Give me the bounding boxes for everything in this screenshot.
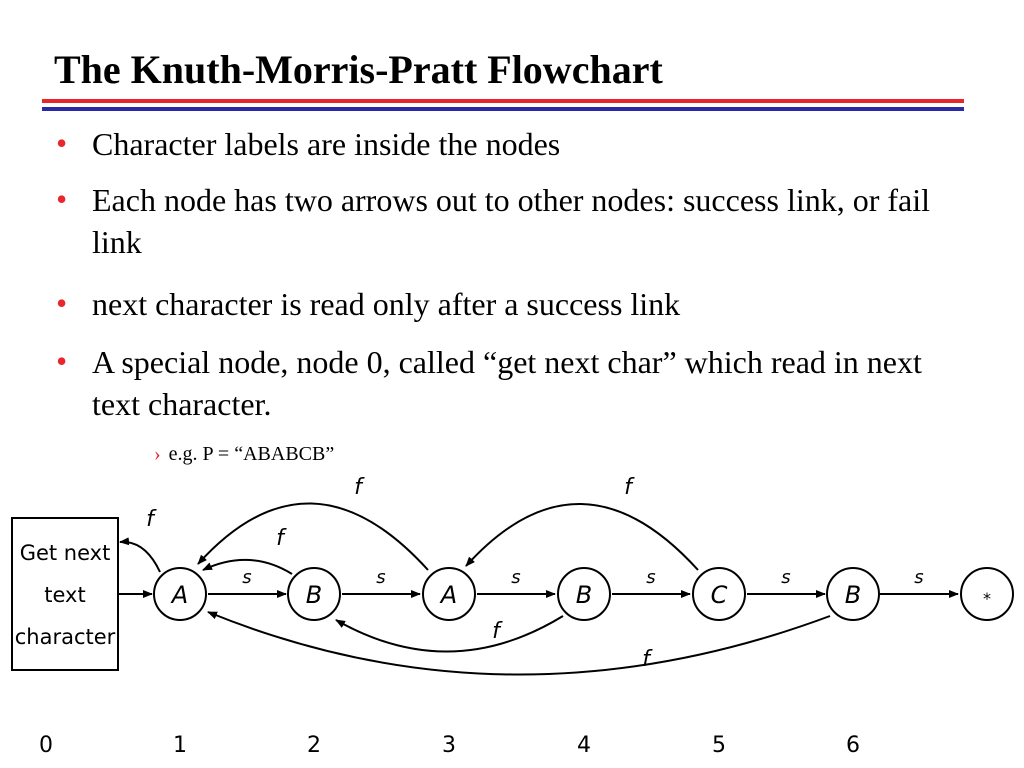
node-3 xyxy=(423,568,475,620)
node-label: A xyxy=(440,581,458,609)
bullet-text: Each node has two arrows out to other nodes: success link, or fail link xyxy=(92,182,931,260)
node-5 xyxy=(693,568,745,620)
success-label: s xyxy=(376,567,386,588)
start-box-line: character xyxy=(14,625,116,649)
node-final xyxy=(961,568,1013,620)
node-label: B xyxy=(844,581,862,609)
fail-arrow xyxy=(208,612,830,675)
fail-label: f xyxy=(276,526,284,551)
index-label: 6 xyxy=(846,733,860,758)
index-label: 3 xyxy=(442,733,456,758)
node-label: * xyxy=(983,589,991,608)
bullet-marker: • xyxy=(56,343,68,379)
start-box-line: text xyxy=(44,583,86,607)
index-label: 2 xyxy=(307,733,321,758)
sub-bullet-text: e.g. P = “ABABCB” xyxy=(168,443,335,465)
bullet-text: next character is read only after a success link xyxy=(92,286,681,322)
fail-label: f xyxy=(492,619,500,644)
node-label: B xyxy=(575,581,593,609)
start-box-line: Get next xyxy=(19,541,111,565)
index-label: 5 xyxy=(712,733,726,758)
slide-title: The Knuth-Morris-Pratt Flowchart xyxy=(54,47,663,92)
success-label: s xyxy=(242,567,252,588)
fail-arrow xyxy=(120,542,160,572)
fail-label: f xyxy=(354,475,362,500)
fail-arrow xyxy=(466,504,698,570)
node-label: A xyxy=(171,581,189,609)
fail-arrow xyxy=(336,616,563,652)
fail-label: f xyxy=(642,647,650,672)
node-label: C xyxy=(710,581,728,609)
fail-label: f xyxy=(624,475,632,500)
bullet-text: A special node, node 0, called “get next char” which read in next text character. xyxy=(92,344,922,422)
success-label: s xyxy=(781,567,791,588)
node-label: B xyxy=(305,581,323,609)
index-label: 1 xyxy=(173,733,187,758)
node-4 xyxy=(558,568,610,620)
index-label: 0 xyxy=(39,733,53,758)
bullet-marker: • xyxy=(56,181,68,217)
fail-label: f xyxy=(146,507,154,532)
success-label: s xyxy=(511,567,521,588)
node-1 xyxy=(154,568,206,620)
node-6 xyxy=(827,568,879,620)
sub-bullet-marker: › xyxy=(154,443,161,465)
node-2 xyxy=(288,568,340,620)
success-label: s xyxy=(646,567,656,588)
bullet-marker: • xyxy=(56,285,68,321)
index-label: 4 xyxy=(577,733,591,758)
node-index-labels xyxy=(39,733,860,758)
bullet-text: Character labels are inside the nodes xyxy=(92,126,561,162)
get-next-char-box xyxy=(12,518,118,670)
bullet-marker: • xyxy=(56,125,68,161)
success-label: s xyxy=(914,567,924,588)
